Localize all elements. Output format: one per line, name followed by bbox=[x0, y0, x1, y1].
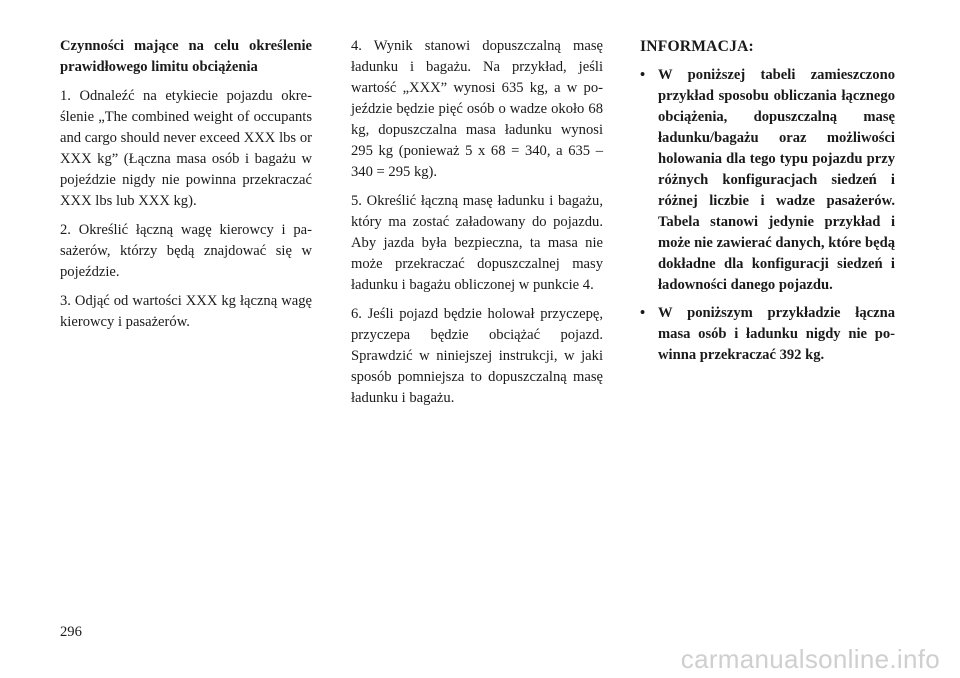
right-column bbox=[640, 36, 895, 373]
watermark: carmanualsonline.info bbox=[680, 644, 940, 674]
info-title: INFORMACJA: bbox=[640, 38, 754, 55]
step-4-text: 4. Wynik stanowi dopuszczalną masę ładunku i bagażu. Na przykład, jeśli wartość „XXX” wynosi 635 kg, a w pojeździe będzie pięć osób o wadze około 68 kg, dopuszczalna masa ładunku wynosi 295 kg (ponieważ 5 x 68 = 340, a 635 – 340 = 295 kg). bbox=[351, 38, 603, 180]
step-5-text: 5. Określić łączną masę ładunku i bagażu, który ma zostać załadowany do pojazdu. Aby jazda była bezpieczna, ta masa nie może przekraczać dopuszczalnej masy ładunku i bagażu obliczonej w punkcie 4. bbox=[351, 193, 603, 293]
middle-column bbox=[351, 36, 603, 417]
left-column bbox=[60, 36, 312, 341]
page-number: 296 bbox=[60, 624, 82, 640]
step-6-text: 6. Jeśli pojazd będzie holował przyczepę, przyczepa będzie obciążać pojazd. Sprawdzić w niniejszej instrukcji, w jaki sposób pomniejsza to dopuszczalną masę ładunku i bagażu. bbox=[351, 306, 603, 406]
info-bullet-item bbox=[640, 65, 895, 296]
bullet-icon: • bbox=[640, 67, 646, 83]
step-1-text: 1. Odnaleźć na etykiecie pojazdu określenie „The combined weight of occupants and cargo should never exceed XXX lbs or XXX kg” (Łączna masa osób i bagażu w pojeździe nigdy nie powinna przekraczać XXX lbs lub XXX kg). bbox=[60, 88, 312, 209]
info-bullet-text: W poniższej tabeli zamieszczono przykład sposobu obliczania łącznego obciążenia, dopuszczalną masę ładunku/bagażu oraz możliwości holowania dla tego typu pojazdu przy różnych konfiguracjach siedzeń i różnej liczbie i wadze pasażerów. Tabela stanowi jedynie przykład i może nie zawierać danych, które będą dokładne dla konfiguracji siedzeń i ładowności danego pojazdu. bbox=[658, 67, 895, 293]
info-bullet-text: W poniższym przykładzie łączna masa osób i ładunku nigdy nie powinna przekraczać 392 kg. bbox=[658, 305, 895, 363]
bullet-icon: • bbox=[640, 305, 646, 321]
info-bullet-item bbox=[640, 303, 895, 366]
step-2-text: 2. Określić łączną wagę kierowcy i pasażerów, którzy będą znajdować się w pojeździe. bbox=[60, 222, 312, 280]
step-3-text: 3. Odjąć od wartości XXX kg łączną wagę kierowcy i pasażerów. bbox=[60, 293, 312, 330]
info-list bbox=[640, 65, 895, 366]
section-heading: Czynności mające na celu określenie prawidłowego limitu obciążenia bbox=[60, 38, 312, 75]
